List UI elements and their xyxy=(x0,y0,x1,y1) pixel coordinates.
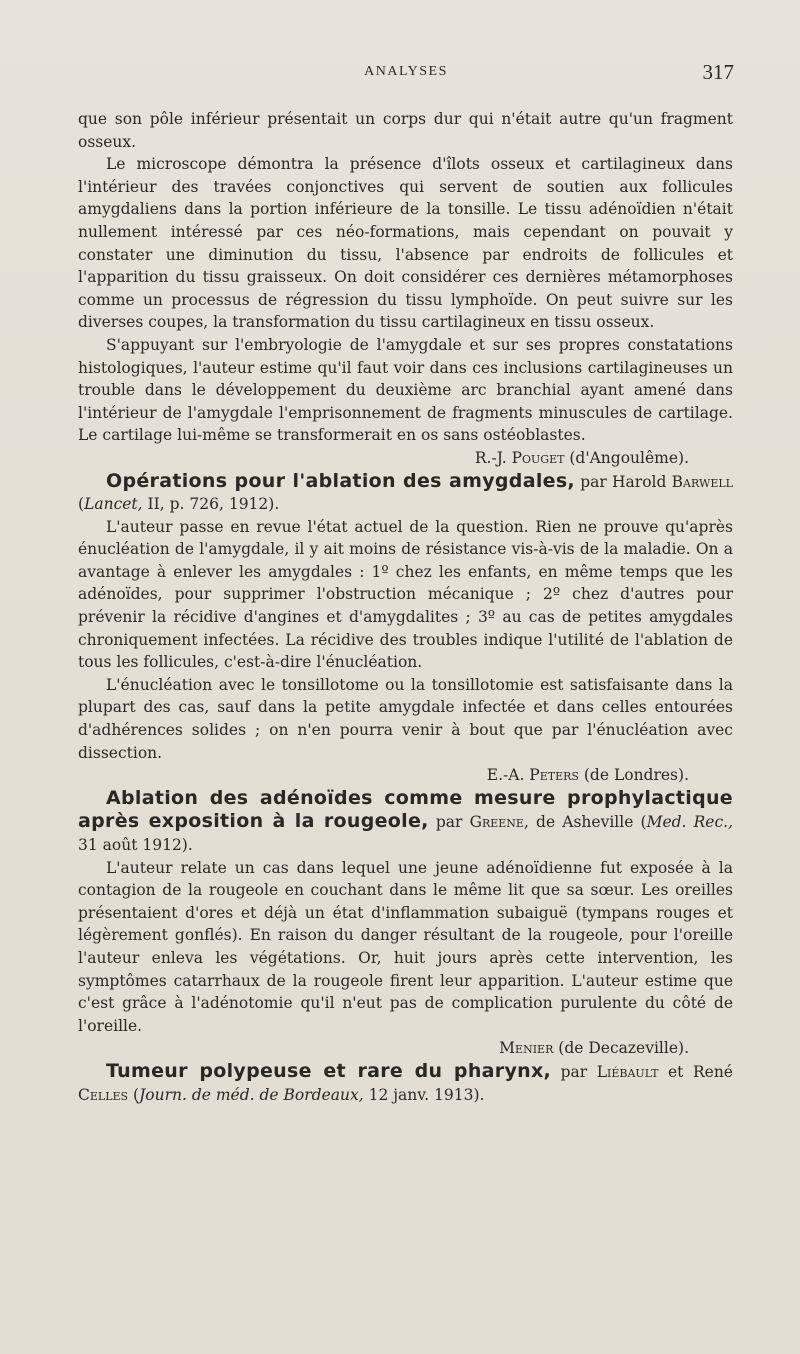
article4-author2-last: Celles xyxy=(78,1085,129,1104)
article3-heading xyxy=(78,787,733,857)
article2-by: par Harold xyxy=(574,472,672,491)
article1-paragraph-3: S'appuyant sur l'embryologie de l'amygdale et sur ses propres constatations histologiques, l'auteur estime qu'il faut voir dans ces inclusions cartilagineuses un trouble dans le développement du deuxième arc branchial ayant amené dans l'intérieur de l'amygdale l'emprisonnement de fragments minuscules de cartilage. Le cartilage lui-même se transformerait en os sans ostéoblastes. xyxy=(78,335,733,445)
article2-ref-rest: II, p. 726, 1912). xyxy=(142,495,280,514)
article3-title: Ablation des adénoïdes comme mesure prophylactique après exposition à la rougeole, xyxy=(78,786,733,833)
article1-paragraph-1: que son pôle inférieur présentait un corps dur qui n'était autre qu'un fragment osseux. xyxy=(78,110,733,151)
article1-signature-place: (d'Angoulême). xyxy=(564,448,689,467)
article2-heading xyxy=(78,470,733,516)
article2-paragraph-1: L'auteur passe en revue l'état actuel de la question. Rien ne prouve qu'après énucléation de l'amygdale, il y ait moins de résistance vis-à-vis de la maladie. On a avantage à enlever les amygdales : 1º chez les enfants, en même temps que les adénoïdes, pour supprimer l'obstruction mécanique ; 2º chez d'autres pour prévenir la récidive d'angines et d'amygdalites ; 3º au cas de petites amygdales chroniquement infectées. La récidive des troubles indique l'utilité de l'ablation de tous les follicules, c'est-à-dire l'énucléation. xyxy=(78,517,733,672)
article1-signature xyxy=(78,447,733,470)
article2-paragraph-2: L'énucléation avec le tonsillotome ou la tonsillotomie est satisfaisante dans la plupart des cas, sauf dans la petite amygdale infectée et dans celles entourées d'adhérences solides ; on n'en pourra venir à bout que par l'énucléation avec dissection. xyxy=(78,675,733,762)
article3-paragraph-1: L'auteur relate un cas dans lequel une jeune adénoïdienne fut exposée à la contagion de la rougeole en couchant dans le même lit que sa sœur. Les oreilles présentaient d'ores et déjà un état d'inflammation subaiguë (tympans rouges et légèrement gonflés). En raison du danger résultant de la rougeole, pour l'oreille l'auteur enleva les végétations. Or, huit jours après cette intervention, les symptômes catarrhaux de la rougeole firent leur apparition. L'auteur estime que c'est grâce à l'adénotomie qu'il n'eut pas de complication purulente du côté de l'oreille. xyxy=(78,858,733,1035)
article3-place: , de Asheville xyxy=(523,813,634,832)
article4-ref-open: ( xyxy=(128,1085,140,1104)
page-number: 317 xyxy=(702,60,734,84)
body-text xyxy=(78,108,733,1106)
article1-signature-name: R.-J. Pouget xyxy=(474,448,565,467)
article3-author: Greene xyxy=(469,813,524,832)
article4-by: par xyxy=(551,1062,597,1081)
article2-author: Barwell xyxy=(671,472,733,491)
article4-ref-rest: 12 janv. 1913). xyxy=(363,1085,485,1104)
article1-paragraph-2: Le microscope démontra la présence d'îlots osseux et cartilagineux dans l'intérieur des travées conjonctives qui servent de soutien aux follicules amygdaliens dans la portion inférieure de la tonsille. Le tissu adénoïdien n'était nullement intéressé par ces néo-formations, mais cependant on pouvait y constater une diminution du tissu, l'absence par endroits de follicules et l'apparition du tissu graisseux. On doit considérer ces dernières métamorphoses comme un processus de régression du tissu lymphoïde. On peut suivre sur les diverses coupes, la transformation du tissu cartilagineux en tissu osseux. xyxy=(78,155,733,332)
article2-signature xyxy=(78,764,733,787)
article2-signature-name: E.-A. Peters xyxy=(486,766,579,785)
article3-ref-open: ( xyxy=(633,813,647,832)
article2-journal: Lancet, xyxy=(84,495,143,514)
article4-heading xyxy=(78,1060,733,1106)
article2-signature-place: (de Londres). xyxy=(578,766,689,785)
article3-signature-name: Menier xyxy=(499,1039,554,1058)
article3-by: par xyxy=(428,813,470,832)
article4-author1: Liébault xyxy=(596,1062,659,1081)
running-head: ANALYSES xyxy=(364,64,448,79)
article4-and: et xyxy=(658,1062,693,1081)
article2-ref-open: ( xyxy=(78,495,85,514)
article3-signature-place: (de Decazeville). xyxy=(553,1039,689,1058)
article2-title: Opérations pour l'ablation des amygdales, xyxy=(106,469,575,492)
article4-title: Tumeur polypeuse et rare du pharynx, xyxy=(106,1059,552,1082)
page-header xyxy=(78,62,734,90)
article3-signature xyxy=(78,1037,733,1060)
article3-journal: Med. Rec., xyxy=(646,813,733,832)
article4-journal: Journ. de méd. de Bordeaux, xyxy=(139,1085,364,1104)
article3-ref-rest: 31 août 1912). xyxy=(78,836,193,854)
article4-author2-first: René xyxy=(692,1062,733,1081)
